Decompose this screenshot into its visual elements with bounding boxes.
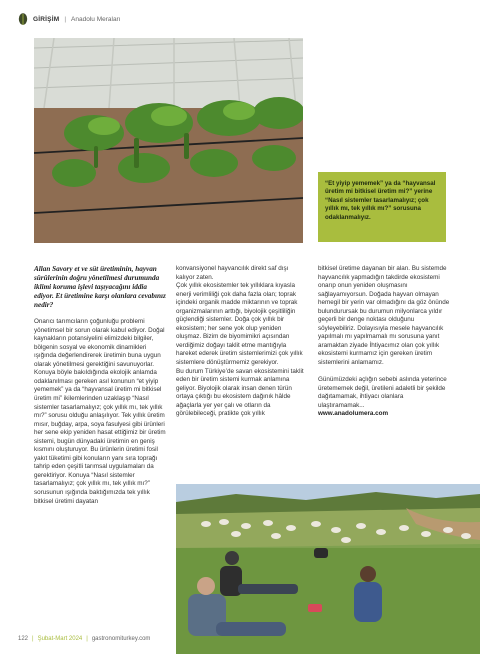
column-3-paragraph-1: bitkisel üretime dayanan bir alan. Bu sistemde hayvancılık yapmadığın takdirde ekosistemi onarıp onun yeniden oluşmasını sağlayamıyorsun. Doğada hayvan olmayan hemegil bir yerin var olmadığını da göz önünde bulundurursak bu durumun milyonlarca yıldır geçerli bir denge noktası olduğunu söyleyebiliriz. Dolayısıyla mesele hayvancılık yapılmalı mı yapılmamalı mı sorusuna yanıt aramaktan ziyade İhtiyacımız olan çok yıllık ekosistemi kurmamız için gereken üretim sistemlerini anlamamız. [318, 265, 450, 367]
footer-separator: | [86, 636, 88, 642]
pull-quote [318, 172, 446, 242]
column-2-paragraph-1: konvansiyonel hayvancılık direkt saf dışı kalıyor zaten. [176, 265, 289, 281]
column-2-paragraph-3: Bu durum Türkiye’de savan ekosistemini taklit eden bir üretim sistemi kurmak anlamına geliyor. Biyolojik olarak insan denen türün ortaya çıktığı bu ekosistem dağınık hâlde ağaçlarla yer yer çalı ve otların da görülebileceği, pratikte çok yıllık [176, 367, 304, 418]
pull-quote-text: “Et yiyip yememek” ya da “hayvansal üretim mi bitkisel üretim mi?” yerine “Nasıl sistemler tasarlamalıyız; çok yıllık mı, tek yıllık mı?” sorusuna odaklanmalıyız. [325, 180, 436, 221]
page-header [18, 11, 121, 27]
column-1-body: Onarıcı tarımcıların çoğunluğu problemi yönetimsel bir sorun olarak kabul ediyor. Doğal kaynakların potansiyelini elimizdeki bilgiler, bölgenin sosyal ve ekonomik dinamikleri ışığında değerlendirerek üretimin buna uygun olarak yönetilmesi gerektiğini savunuyorlar. Konuya böyle bakıldığında ekolojik anlamda odaklanılması gereken asıl konunun “et yiyip yememek” ya da “hayvansal üretim mi bitkisel üretim mi” ikilemlerinden uzaklaşıp “Nasıl sistemler tasarlamalıyız; çok yıllık mı, tek yıllık mı?” sorusu olduğu anlaşılıyor. Tek yıllık üretim mısır, buğday, arpa, soya fasulyesi gibi ürünleri her sene ekip yeniden hasat ettiğimiz bir üretim sistemi, bugün dünyadaki üretimin en geniş kısmını oluşturuyor. Bu ürünlerin üretimi fosil yakıt tüketimi gibi konuların yanı sıra toprağı tahrip eden çeşitli tarımsal uygulamaları da gerektiriyor. Konuya “Nasıl sistemler tasarlamalıyız; çok yıllık mı, tek yıllık mı?” sorusunun ışığında baktığımızda tek yıllık bitkisel üretimi dayatan [34, 318, 166, 505]
page-footer [18, 636, 150, 642]
page-number: 122 [18, 636, 29, 642]
interview-question: Allan Savory et ve süt üretiminin, hayvan sürülerinin doğru yönetilmesi durumunda iklimi koruma işlevi taşıyacağını iddia ediyor. Et üretimine karşı olanlara cevabınız nedir? [34, 265, 166, 309]
article-column-2 [176, 265, 308, 427]
section-title: GİRİŞİM [33, 15, 60, 23]
article-column-3 [318, 265, 450, 427]
header-separator: | [64, 15, 67, 23]
website-link[interactable]: www.anadolumera.com [318, 410, 389, 418]
shepherds-pasture-photo [176, 484, 480, 654]
leaf-icon [18, 13, 28, 26]
footer-separator: | [32, 636, 34, 642]
issue-date: Şubat-Mart 2024 [37, 636, 83, 642]
column-2-paragraph-2: Çok yıllık ekosistemler tek yıllıklara kıyasla enerji verimliliği çok daha fazla olan; toprak içindeki organik madde miktarının ve toprak organizmalarının arttığı, biyolojik çeşitliliğin güçlendiği sistemler. Doğa çok yıllık bir ekosistem; her sene yok olup yeniden oluşmaz. Bizim de biyomimikri açısından verdiğimiz doğayı taklit etme mantığıyla hareket ederek üretim sistemlerimizi çok yıllık sistemlere dönüştürmemiz gerekiyor. [176, 282, 303, 367]
greenhouse-pepper-photo [34, 38, 303, 243]
section-subtitle: Anadolu Meraları [71, 15, 121, 23]
footer-website[interactable]: gastronomiturkey.com [91, 636, 151, 642]
article-column-1 [34, 265, 168, 515]
column-3-paragraph-2: Günümüzdeki açlığın sebebi aslında yeterince üretememek değil, üretileni adaletli bir şekilde dağıtamamak, ihtiyacı olanlara ulaştıramamak... [318, 376, 447, 409]
